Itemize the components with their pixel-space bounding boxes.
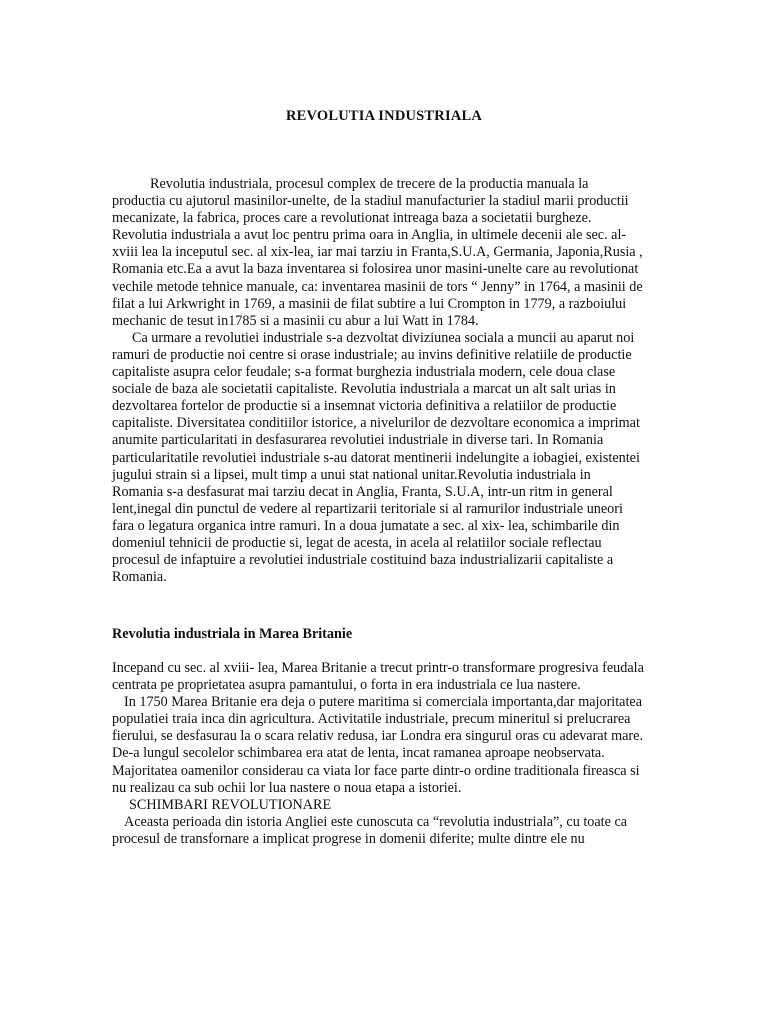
intro-paragraph-2: Ca urmare a revolutiei industriale s-a dezvoltat diviziunea sociala a muncii au aparut noi ramuri de productie noi centre si orase industriale; au invins definitive relatiile de productie capitaliste asupra celor feudale; s-a format burghezia industriala modern, cele doua clase sociale de baza ale societatii capitaliste. Revolutia industriala a marcat un alt salt urias in dezvoltarea fortelor de productie si a insemnat victoria definitiva a relatiilor de productie capitaliste. Diversitatea conditiilor istorice, a nivelurilor de dezvoltare economica a imprimat anumite particularitati in desfasurarea revolutiei industriale in diverse tari. In Romania particularitatile revolutiei industriale s-au datorat mentinerii indelungite a iobagiei, existentei jugului strain si a lipsei, mult timp a unui stat national unitar.Revolutia industriala in Romania s-a desfasurat mai tarziu decat in Anglia, Franta, S.U.A, intr-un ritm in general lent,inegal din punctul de vedere al repartizarii teritoriale si al ramurilor industriale uneori fara o legatura organica intre ramuri. In a doua jumatate a sec. al xix- lea, schimbarile din domeniul tehnicii de productie si, legat de acesta, in acela al relatiilor sociale reflectau procesul de infaptuire a revolutiei industriale costituind baza industrializarii capitaliste a Romania. — [112, 329, 640, 586]
britain-paragraph-1: Incepand cu sec. al xviii- lea, Marea Britanie a trecut printr-o transformare progresiva feudala centrata pe proprietatea asupra pamantului, o forta in era industriala ce lua nastere. — [112, 660, 644, 694]
section-heading-britain: Revolutia industriala in Marea Britanie — [112, 626, 353, 642]
subheading-schimbari: SCHIMBARI REVOLUTIONARE — [129, 796, 332, 813]
intro-section — [112, 176, 644, 586]
last-paragraph: Aceasta perioada din istoria Angliei este cunoscuta ca “revolutia industriala”, cu toate ca procesul de transfornare a implicat progrese in domenii diferite; multe dintre ele nu — [112, 813, 628, 847]
document-title: REVOLUTIA INDUSTRIALA — [285, 108, 483, 124]
intro-paragraph-1: Revolutia industriala, procesul complex de trecere de la productia manuala la productia cu ajutorul masinilor-unelte, de la stadiul manufacturier la stadiul marii productii mecanizate, la fabrica, proces care a revolutionat intreaga baza a societatii burgheze. Revolutia industriala a avut loc pentru prima oara in Anglia, in ultimele decenii ale sec. al-xviii lea la inceputul sec. al xix-lea, iar mai tarziu in Franta,S.U.A, Germania, Japonia,Rusia , Romania etc.Ea a avut la baza inventarea si folosirea unor masini-unelte care au revolutionat vechile metode tehnice manuale, ca: inventarea masinii de tors “ Jenny” in 1764, a masinii de filat a lui Arkwright in 1769, a masinii de filat subtire a lui Crompton in 1779, a razboiului mechanic de tesut in1785 si a masinii cu abur a lui Watt in 1784. — [112, 176, 643, 329]
britain-paragraph-2: In 1750 Marea Britanie era deja o putere maritima si comerciala importanta,dar majoritatea populatiei traia inca din agricultura. Activitatile industriale, precum mineritul si prelucrarea fierului, se desfasurau la o scara relativ redusa, iar Londra era singurul oras cu adevarat mare. De-a lungul secolelor schimbarea era atat de lenta, incat ramanea aproape neobservata. Majoritatea oamenilor considerau ca viata lor face parte dintr-o ordine traditionala fireasca si nu realizau ca sub ochii lor lua nastere o noua etapa a istoriei. — [112, 694, 643, 796]
britain-section — [112, 660, 644, 848]
